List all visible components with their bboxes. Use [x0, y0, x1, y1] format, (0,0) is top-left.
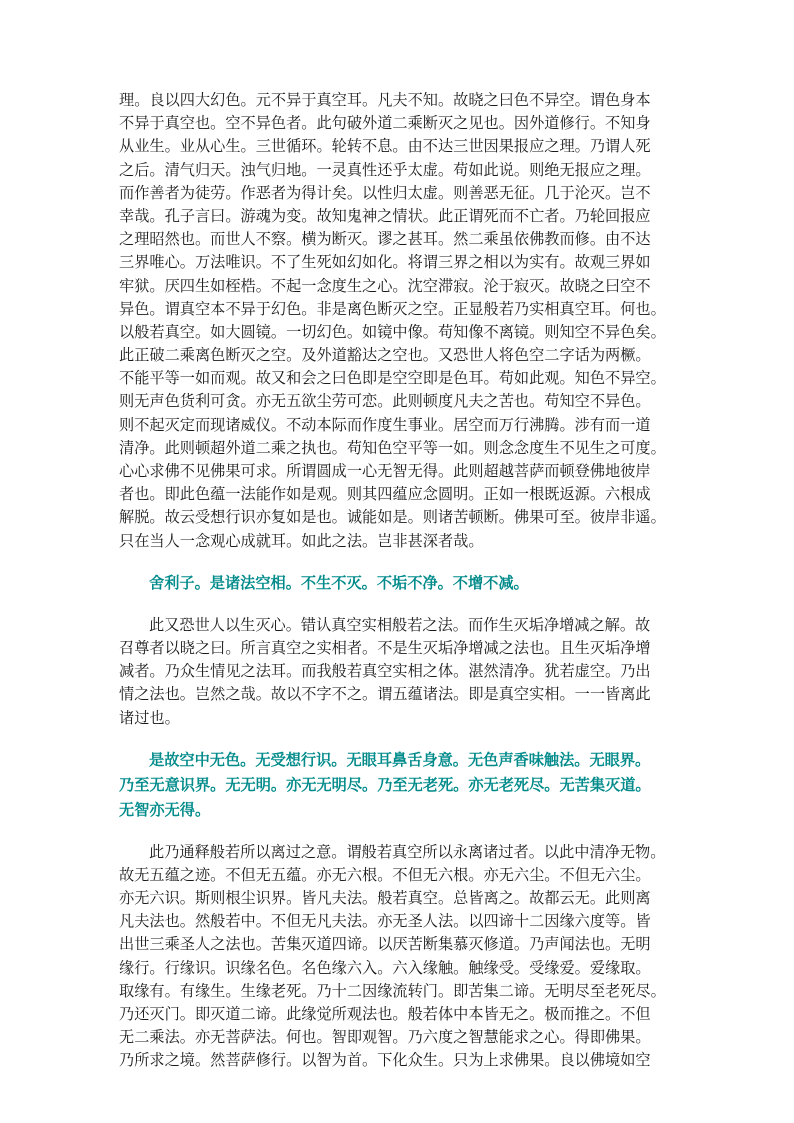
- verse-line: 乃至无意识界。无无明。亦无无明尽。乃至无老死。亦无老死尽。无苦集灭道。: [119, 775, 651, 794]
- commentary-paragraph-1: [119, 89, 679, 553]
- text-line: 此乃通释般若所以离过之意。谓般若真空所以永离诸过者。以此中清净无物。: [149, 842, 666, 861]
- text-line: 理。良以四大幻色。元不异于真空耳。凡夫不知。故晓之曰色不异空。谓色身本: [119, 91, 651, 109]
- text-line: 从业生。业从心生。三世循环。轮转不息。由不达三世因果报应之理。乃谓人死: [119, 137, 651, 156]
- text-line: 出世三乘圣人之法也。苦集灭道四谛。以厌苦断集慕灭修道。乃声闻法也。无明: [119, 935, 651, 954]
- text-line: 之理昭然也。而世人不察。横为断灭。谬之甚耳。然二乘虽依佛教而修。由不达: [119, 230, 651, 249]
- text-line: 不能平等一如而观。故又和会之曰色即是空空即是色耳。苟如此观。知色不异空。: [119, 369, 666, 388]
- text-line: 故无五蕴之迹。不但无五蕴。亦无六根。不但无六根。亦无六尘。不但无六尘。: [119, 865, 651, 884]
- text-line: 牢狱。厌四生如桎梏。不起一念度生之心。沈空滞寂。沦于寂灭。故晓之曰空不: [119, 276, 651, 295]
- text-line: 凡夫法也。然般若中。不但无凡夫法。亦无圣人法。以四谛十二因缘六度等。皆: [119, 912, 651, 931]
- text-line: 异色。谓真空本不异于幻色。非是离色断灭之空。正显般若乃实相真空耳。何也。: [119, 299, 666, 318]
- text-line: 情之法也。岂然之哉。故以不字不之。谓五蕴诸法。即是真空实相。一一皆离此: [119, 685, 651, 704]
- verse-line: 舍利子。是诸法空相。不生不灭。不垢不净。不增不减。: [149, 573, 529, 592]
- text-line: 不异于真空也。空不异色者。此句破外道二乘断灭之见也。因外道修行。不知身: [119, 114, 651, 133]
- text-line: 者也。即此色蕴一法能作如是观。则其四蕴应念圆明。正如一根既返源。六根成: [119, 485, 651, 504]
- text-line: 乃所求之境。然菩萨修行。以智为首。下化众生。只为上求佛果。良以佛境如空: [119, 1051, 651, 1070]
- verse-line: 无智亦无得。: [119, 800, 211, 819]
- sutra-verse-1: [119, 571, 679, 596]
- commentary-paragraph-2: [119, 614, 679, 730]
- text-line: 诸过也。: [119, 708, 180, 727]
- text-line: 三界唯心。万法唯识。不了生死如幻如化。将谓三界之相以为实有。故观三界如: [119, 253, 651, 272]
- text-line: 解脱。故云受想行识亦复如是也。诚能如是。则诸苦顿断。佛果可至。彼岸非遥。: [119, 508, 666, 527]
- text-line: 而作善者为徒劳。作恶者为得计矣。以性归太虚。则善恶无征。几于沦灭。岂不: [119, 183, 651, 202]
- text-line: 则无声色货利可贪。亦无五欲尘劳可恋。此则顿度凡夫之苦也。苟知空不异色。: [119, 392, 651, 411]
- text-line: 之后。清气归天。浊气归地。一灵真性还乎太虚。苟如此说。则绝无报应之理。: [119, 160, 651, 179]
- verse-line: 是故空中无色。无受想行识。无眼耳鼻舌身意。无色声香味触法。无眼界。: [149, 750, 651, 769]
- text-line: 乃还灭门。即灭道二谛。此缘觉所观法也。般若体中本皆无之。极而推之。不但: [119, 1005, 651, 1023]
- text-line: 心心求佛不见佛果可求。所谓圆成一心无智无得。此则超越菩萨而顿登佛地彼岸: [119, 462, 651, 480]
- text-line: 缘行。行缘识。识缘名色。名色缘六入。六入缘触。触缘受。受缘爱。爱缘取。: [119, 958, 651, 977]
- text-line: 此正破二乘离色断灭之空。及外道豁达之空也。又恐世人将色空二字话为两橛。: [119, 346, 651, 365]
- text-line: 亦无六识。斯则根尘识界。皆凡夫法。般若真空。总皆离之。故都云无。此则离: [119, 889, 651, 908]
- text-line: 召尊者以晓之曰。所言真空之实相者。不是生灭垢净增减之法也。且生灭垢净增: [119, 638, 651, 657]
- sutra-verse-2: [119, 748, 679, 823]
- text-line: 只在当人一念观心成就耳。如此之法。岂非甚深者哉。: [119, 531, 484, 550]
- text-line: 无二乘法。亦无菩萨法。何也。智即观智。乃六度之智慧能求之心。得即佛果。: [119, 1028, 651, 1047]
- text-line: 此又恐世人以生灭心。错认真空实相般若之法。而作生灭垢净增减之解。故: [149, 615, 651, 634]
- text-line: 则不起灭定而现诸威仪。不动本际而作度生事业。居空而万行沸腾。涉有而一道: [119, 415, 651, 434]
- text-line: 以般若真空。如大圆镜。一切幻色。如镜中像。苟知像不离镜。则知空不异色矣。: [119, 322, 666, 341]
- text-line: 取缘有。有缘生。生缘老死。乃十二因缘流转门。即苦集二谛。无明尽至老死尽。: [119, 981, 666, 1000]
- commentary-paragraph-3: [119, 841, 679, 1073]
- text-line: 幸哉。孔子言曰。游魂为变。故知鬼神之情状。此正谓死而不亡者。乃轮回报应: [119, 206, 651, 225]
- text-line: 减者。乃众生情见之法耳。而我般若真空实相之体。湛然清净。犹若虚空。乃出: [119, 662, 651, 681]
- document-page: [119, 89, 679, 1091]
- text-line: 清净。此则顿超外道二乘之执也。苟知色空平等一如。则念念度生不见生之可度。: [119, 438, 666, 457]
